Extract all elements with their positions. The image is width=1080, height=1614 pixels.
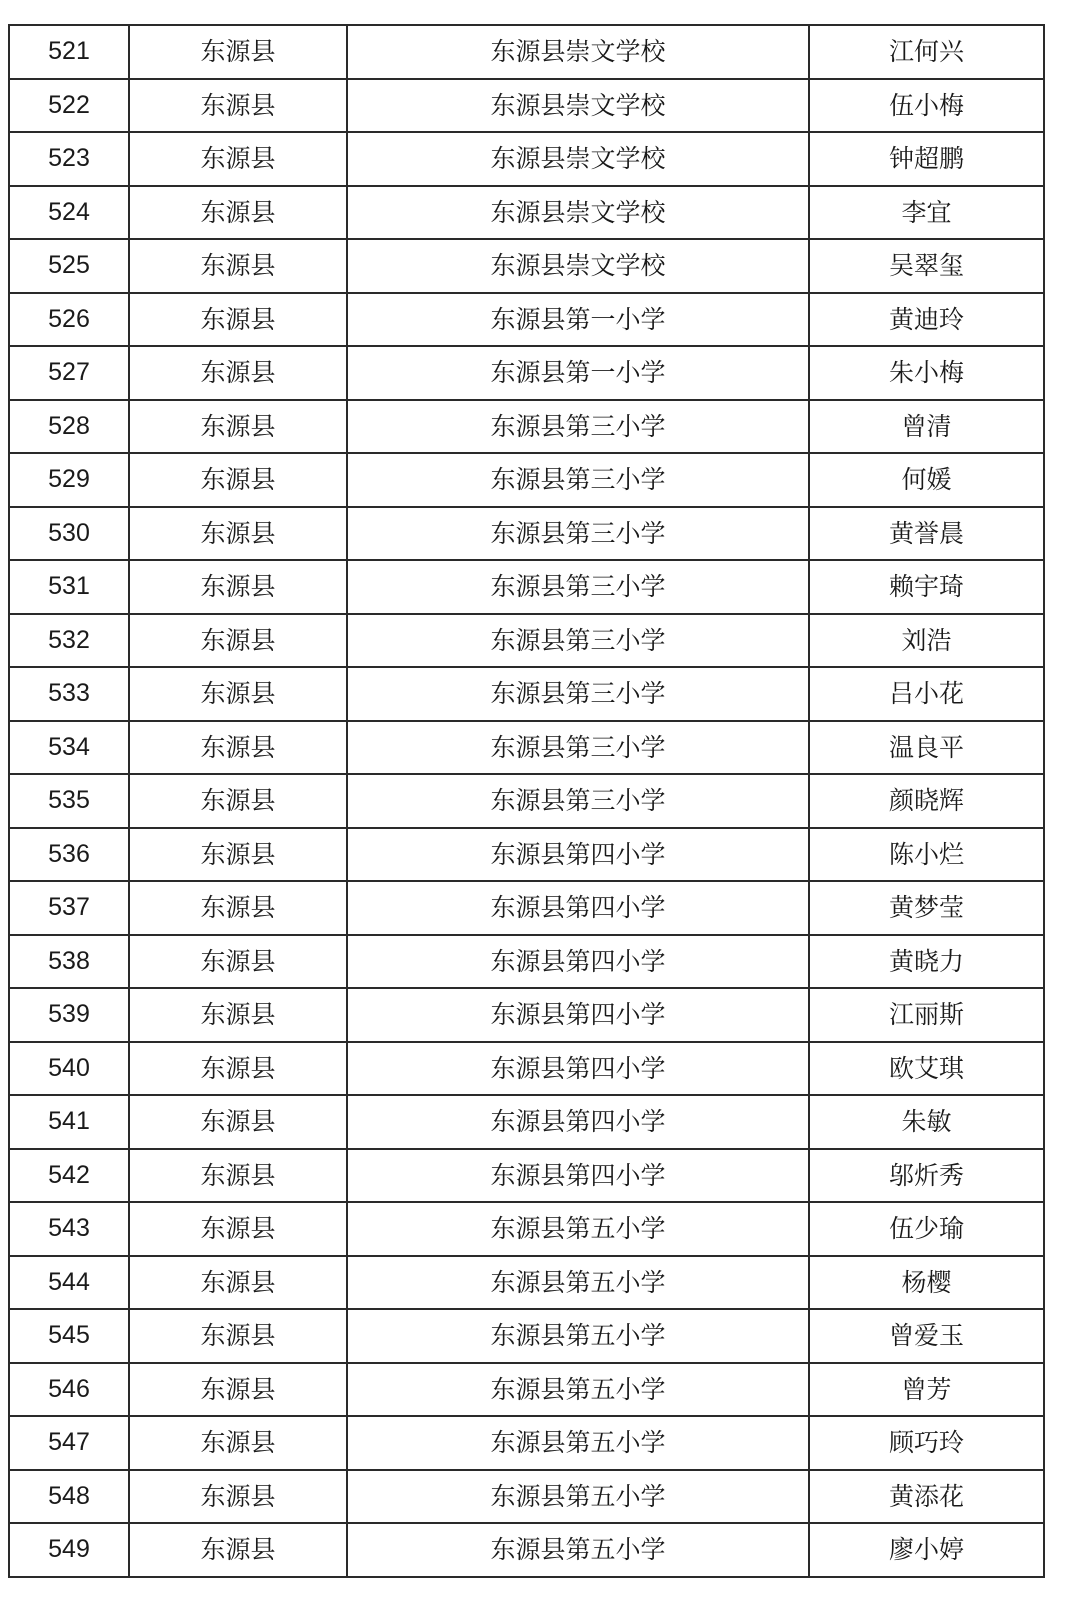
roster-table — [8, 24, 1045, 1578]
cell-name: 曾爱玉 — [809, 1309, 1044, 1363]
cell-school: 东源县第五小学 — [347, 1256, 809, 1310]
cell-number: 543 — [9, 1202, 129, 1256]
cell-name: 伍少瑜 — [809, 1202, 1044, 1256]
table-row — [9, 346, 1044, 400]
cell-school: 东源县第三小学 — [347, 774, 809, 828]
table-row — [9, 453, 1044, 507]
roster-table-body — [9, 25, 1044, 1577]
cell-county: 东源县 — [129, 186, 347, 240]
cell-number: 527 — [9, 346, 129, 400]
cell-school: 东源县第四小学 — [347, 1095, 809, 1149]
cell-number: 522 — [9, 79, 129, 133]
cell-county: 东源县 — [129, 1523, 347, 1577]
cell-county: 东源县 — [129, 935, 347, 989]
cell-school: 东源县第一小学 — [347, 346, 809, 400]
table-row — [9, 1309, 1044, 1363]
cell-number: 540 — [9, 1042, 129, 1096]
cell-school: 东源县崇文学校 — [347, 132, 809, 186]
cell-number: 531 — [9, 560, 129, 614]
table-row — [9, 79, 1044, 133]
cell-school: 东源县第五小学 — [347, 1363, 809, 1417]
cell-name: 吴翠玺 — [809, 239, 1044, 293]
cell-number: 528 — [9, 400, 129, 454]
cell-county: 东源县 — [129, 721, 347, 775]
cell-name: 黄添花 — [809, 1470, 1044, 1524]
cell-number: 524 — [9, 186, 129, 240]
cell-name: 邬炘秀 — [809, 1149, 1044, 1203]
table-row — [9, 293, 1044, 347]
cell-county: 东源县 — [129, 881, 347, 935]
cell-name: 刘浩 — [809, 614, 1044, 668]
table-row — [9, 935, 1044, 989]
cell-name: 朱敏 — [809, 1095, 1044, 1149]
table-row — [9, 881, 1044, 935]
table-row — [9, 828, 1044, 882]
table-row — [9, 1095, 1044, 1149]
cell-name: 廖小婷 — [809, 1523, 1044, 1577]
cell-county: 东源县 — [129, 614, 347, 668]
cell-name: 江丽斯 — [809, 988, 1044, 1042]
cell-number: 535 — [9, 774, 129, 828]
cell-school: 东源县崇文学校 — [347, 79, 809, 133]
cell-name: 吕小花 — [809, 667, 1044, 721]
cell-county: 东源县 — [129, 1256, 347, 1310]
cell-name: 黄誉晨 — [809, 507, 1044, 561]
cell-name: 顾巧玲 — [809, 1416, 1044, 1470]
table-row — [9, 1363, 1044, 1417]
cell-county: 东源县 — [129, 667, 347, 721]
cell-school: 东源县第一小学 — [347, 293, 809, 347]
table-row — [9, 400, 1044, 454]
cell-school: 东源县第三小学 — [347, 721, 809, 775]
cell-name: 钟超鹏 — [809, 132, 1044, 186]
cell-number: 545 — [9, 1309, 129, 1363]
cell-school: 东源县崇文学校 — [347, 239, 809, 293]
cell-county: 东源县 — [129, 1202, 347, 1256]
cell-name: 曾清 — [809, 400, 1044, 454]
table-row — [9, 25, 1044, 79]
cell-county: 东源县 — [129, 1149, 347, 1203]
table-row — [9, 1470, 1044, 1524]
table-row — [9, 774, 1044, 828]
cell-school: 东源县第五小学 — [347, 1416, 809, 1470]
cell-number: 548 — [9, 1470, 129, 1524]
table-row — [9, 1256, 1044, 1310]
table-row — [9, 1202, 1044, 1256]
table-row — [9, 239, 1044, 293]
cell-number: 526 — [9, 293, 129, 347]
cell-name: 何媛 — [809, 453, 1044, 507]
cell-school: 东源县第五小学 — [347, 1523, 809, 1577]
cell-number: 529 — [9, 453, 129, 507]
cell-county: 东源县 — [129, 560, 347, 614]
cell-number: 536 — [9, 828, 129, 882]
cell-number: 542 — [9, 1149, 129, 1203]
cell-school: 东源县第五小学 — [347, 1309, 809, 1363]
cell-name: 黄迪玲 — [809, 293, 1044, 347]
cell-county: 东源县 — [129, 239, 347, 293]
cell-name: 伍小梅 — [809, 79, 1044, 133]
cell-school: 东源县第三小学 — [347, 453, 809, 507]
cell-county: 东源县 — [129, 1095, 347, 1149]
cell-name: 黄晓力 — [809, 935, 1044, 989]
cell-county: 东源县 — [129, 79, 347, 133]
cell-county: 东源县 — [129, 132, 347, 186]
cell-school: 东源县第三小学 — [347, 614, 809, 668]
cell-name: 赖宇琦 — [809, 560, 1044, 614]
cell-name: 欧艾琪 — [809, 1042, 1044, 1096]
cell-name: 杨樱 — [809, 1256, 1044, 1310]
table-row — [9, 560, 1044, 614]
cell-name: 颜晓辉 — [809, 774, 1044, 828]
cell-county: 东源县 — [129, 453, 347, 507]
cell-number: 533 — [9, 667, 129, 721]
cell-school: 东源县第三小学 — [347, 560, 809, 614]
cell-number: 546 — [9, 1363, 129, 1417]
cell-school: 东源县第四小学 — [347, 881, 809, 935]
cell-county: 东源县 — [129, 293, 347, 347]
cell-number: 532 — [9, 614, 129, 668]
cell-county: 东源县 — [129, 1309, 347, 1363]
cell-school: 东源县第五小学 — [347, 1470, 809, 1524]
table-row — [9, 614, 1044, 668]
cell-county: 东源县 — [129, 1470, 347, 1524]
cell-county: 东源县 — [129, 988, 347, 1042]
cell-number: 541 — [9, 1095, 129, 1149]
cell-number: 547 — [9, 1416, 129, 1470]
cell-number: 538 — [9, 935, 129, 989]
cell-county: 东源县 — [129, 346, 347, 400]
table-row — [9, 667, 1044, 721]
cell-school: 东源县第三小学 — [347, 667, 809, 721]
cell-county: 东源县 — [129, 1363, 347, 1417]
cell-name: 曾芳 — [809, 1363, 1044, 1417]
cell-number: 521 — [9, 25, 129, 79]
cell-school: 东源县崇文学校 — [347, 186, 809, 240]
table-row — [9, 132, 1044, 186]
cell-school: 东源县崇文学校 — [347, 25, 809, 79]
table-row — [9, 988, 1044, 1042]
cell-name: 陈小烂 — [809, 828, 1044, 882]
cell-county: 东源县 — [129, 774, 347, 828]
cell-number: 530 — [9, 507, 129, 561]
cell-name: 李宜 — [809, 186, 1044, 240]
table-row — [9, 507, 1044, 561]
cell-number: 525 — [9, 239, 129, 293]
cell-county: 东源县 — [129, 1042, 347, 1096]
cell-number: 539 — [9, 988, 129, 1042]
cell-number: 537 — [9, 881, 129, 935]
cell-number: 544 — [9, 1256, 129, 1310]
cell-number: 534 — [9, 721, 129, 775]
table-row — [9, 1416, 1044, 1470]
cell-school: 东源县第四小学 — [347, 828, 809, 882]
cell-number: 523 — [9, 132, 129, 186]
cell-county: 东源县 — [129, 1416, 347, 1470]
cell-county: 东源县 — [129, 507, 347, 561]
cell-name: 朱小梅 — [809, 346, 1044, 400]
table-row — [9, 1523, 1044, 1577]
cell-school: 东源县第四小学 — [347, 1042, 809, 1096]
cell-county: 东源县 — [129, 25, 347, 79]
cell-school: 东源县第四小学 — [347, 988, 809, 1042]
cell-number: 549 — [9, 1523, 129, 1577]
cell-school: 东源县第四小学 — [347, 935, 809, 989]
cell-name: 温良平 — [809, 721, 1044, 775]
cell-name: 江何兴 — [809, 25, 1044, 79]
cell-school: 东源县第三小学 — [347, 400, 809, 454]
cell-school: 东源县第四小学 — [347, 1149, 809, 1203]
table-row — [9, 1042, 1044, 1096]
cell-name: 黄梦莹 — [809, 881, 1044, 935]
cell-county: 东源县 — [129, 828, 347, 882]
table-row — [9, 1149, 1044, 1203]
table-row — [9, 186, 1044, 240]
table-row — [9, 721, 1044, 775]
cell-school: 东源县第五小学 — [347, 1202, 809, 1256]
cell-school: 东源县第三小学 — [347, 507, 809, 561]
cell-county: 东源县 — [129, 400, 347, 454]
